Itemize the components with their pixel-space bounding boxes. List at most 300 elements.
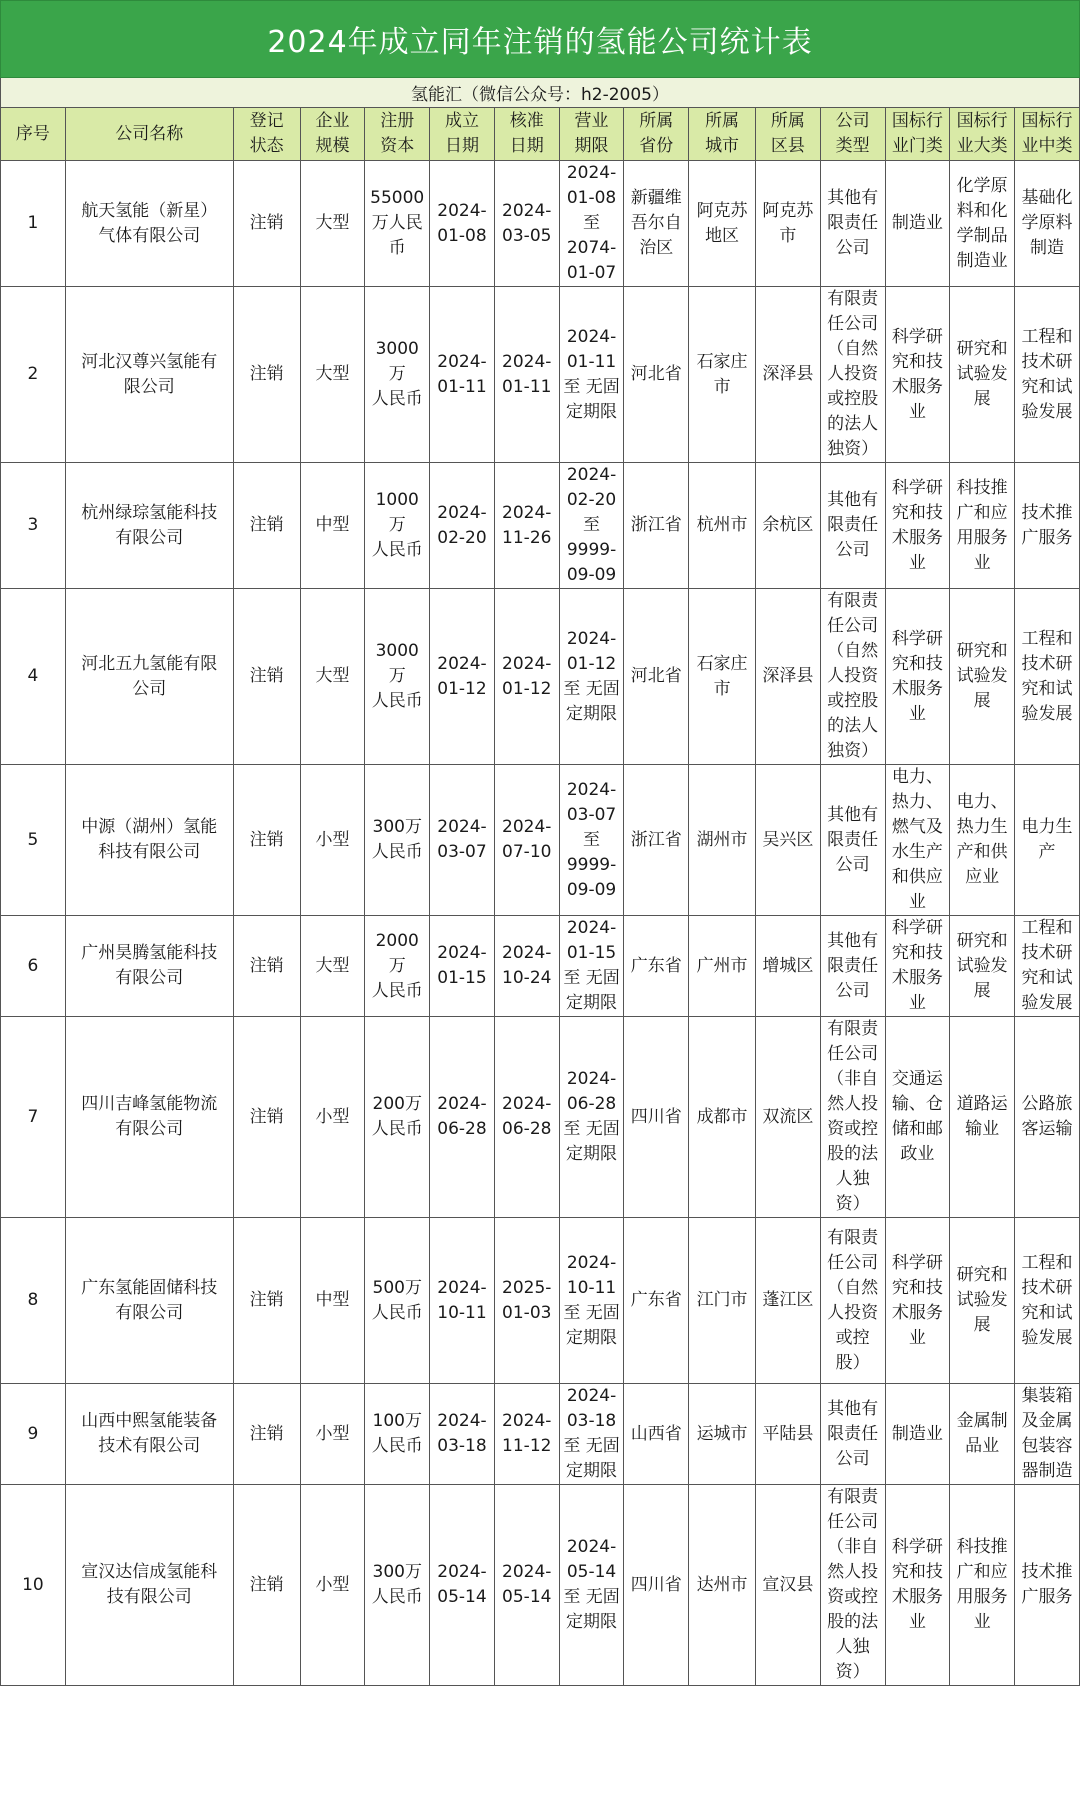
cell-line: 资或控 [827,1119,879,1139]
cell-line: 用服务 [956,1587,1008,1607]
cell-company-type [820,916,885,1017]
cell-line: 河北省 [630,364,682,384]
cell-company-name [65,916,233,1017]
cell-line: 输、仓 [891,1094,943,1114]
cell-industry-group [1015,161,1080,287]
cell-line: 业 [973,1612,991,1632]
cell-capital [365,765,430,916]
cell-line: 注销 [249,829,284,850]
cell-city [689,463,756,589]
cell-company-type [820,1384,885,1485]
table-row [1,161,1080,287]
cell-line: 究和试 [1021,376,1073,397]
cell-line: 100万 [372,1411,422,1431]
cell-line: 至 无固 [563,1302,620,1323]
cell-capital [365,1384,430,1485]
cell-line: 至 无固 [563,376,620,397]
cell-line: 四川吉峰氢能物流 [81,1094,218,1114]
cell-district [755,1384,820,1485]
cell-industry-group [1015,916,1080,1017]
cell-industry-division [950,765,1015,916]
cell-line: 300万 [372,1562,422,1582]
cell-line: 究和技 [891,502,943,523]
cell-line: 广服务 [1021,1587,1073,1607]
cell-line: 有限责 [827,1019,879,1039]
cell-line: 注销 [249,1106,284,1127]
cell-line: 注销 [249,213,284,233]
cell-district [755,1017,820,1218]
cell-line: 和供应 [891,867,943,887]
cell-province [624,765,689,916]
cell-line: 至 [583,213,601,233]
cell-line: 定期限 [566,1144,618,1164]
cell-line: 2024- [566,163,617,183]
cell-line: 制造业 [891,1423,943,1444]
cell-line: 规模 [315,136,350,156]
cell-line: 试验发 [956,364,1008,384]
cell-line: 10-24 [502,968,552,988]
cell-capital [365,1017,430,1218]
cell-line: 基础化 [1021,188,1073,208]
cell-industry-group [1015,589,1080,765]
cell-line: 2024- [566,1069,617,1089]
column-header-industry-section [885,108,950,161]
cell-scale [300,765,365,916]
cell-line: 研究和 [956,339,1008,359]
cell-line: 热力生 [956,817,1008,837]
cell-line: 广东省 [630,955,682,976]
cell-line: 公司 [132,678,167,699]
column-header-industry-division [950,108,1015,161]
cell-line: 任公司 [827,314,879,334]
cell-line: 中型 [315,1290,350,1310]
cell-line: 2024- [437,943,487,963]
cell-line: 至 [583,829,601,850]
cell-line: 3000万 [375,641,419,686]
cell-status [233,916,300,1017]
cell-company-name [65,1485,233,1686]
cell-line: 业 [908,1327,926,1348]
cell-line: 及金属 [1021,1411,1073,1431]
cell-line: 大型 [315,666,350,686]
cell-line: 2024- [502,351,552,372]
cell-line: 类型 [835,136,870,156]
cell-line: 科学研 [891,628,943,649]
cell-line: 吾尔自 [630,213,682,233]
cell-line: 人民币 [371,1587,423,1607]
cell-line: 公司名称 [115,123,184,144]
cell-line: 区县 [770,136,805,156]
cell-line: 所属 [770,111,805,131]
cell-line: 2024- [566,1537,617,1557]
cell-approved-date [494,1384,559,1485]
cell-approved-date [494,916,559,1017]
cell-line: 限责任 [827,1423,879,1444]
cell-company-name [65,287,233,463]
cell-line: 01-15 [566,943,617,963]
cell-industry-group [1015,1485,1080,1686]
cell-line: 2024- [502,200,552,221]
cell-district [755,161,820,287]
cell-line: 技术研 [1021,943,1073,963]
cell-line: 电力、 [891,767,943,787]
cell-line: 展 [973,1315,991,1335]
cell-line: 独资） [827,439,879,459]
cell-line: 期限 [574,136,609,156]
cell-line: 独资） [827,741,879,761]
cell-line: 研究和 [956,641,1008,661]
cell-line: 2024- [566,1386,617,1406]
cell-line: 湖州市 [696,829,748,850]
cell-line: 注销 [249,1423,284,1444]
cell-line: 其他有 [827,1398,879,1419]
cell-industry-division [950,1017,1015,1218]
cell-line: 股的法 [827,1612,879,1632]
table-row [1,463,1080,589]
cell-line: 航天氢能（新星） [81,200,218,221]
table-row [1,1384,1080,1485]
cell-scale [300,1218,365,1384]
cell-province [624,1485,689,1686]
cell-business-term [559,916,624,1017]
cell-line: 术服务 [891,678,943,699]
cell-line: 或控股 [827,389,879,409]
cell-line: 01-12 [437,678,487,699]
cell-line: 03-05 [502,225,552,246]
cell-line: （自然 [827,641,879,661]
cell-line: 05-14 [566,1562,617,1582]
cell-city [689,287,756,463]
cell-city [689,161,756,287]
cell-line: 国标行 [1021,111,1073,131]
column-header-approved-date [494,108,559,161]
cell-line: 1000万 [375,490,419,535]
cell-line: 人投资 [827,364,879,384]
cell-company-name [65,1017,233,1218]
cell-line: 限公司 [123,376,175,397]
cell-line: 2024- [502,653,552,674]
cell-line: 验发展 [1021,993,1073,1013]
cell-line: 注销 [249,515,284,535]
cell-line: 究和试 [1021,968,1073,988]
cell-district [755,287,820,463]
cell-line: 有限责 [827,289,879,309]
cell-line: 展 [973,980,991,1001]
cell-line: 人独 [835,1169,870,1189]
cell-founded-date [430,916,495,1017]
cell-line: 大型 [315,364,350,384]
cell-line: 石家庄 [696,653,748,674]
header-row [1,108,1080,161]
cell-line: 其他有 [827,930,879,951]
cell-line: 水生产 [891,842,943,862]
cell-line: 定期限 [566,703,618,724]
cell-company-type [820,765,885,916]
cell-city [689,765,756,916]
cell-line: 展 [973,389,991,409]
cell-line: 人民币 [371,389,423,409]
cell-founded-date [430,161,495,287]
cell-industry-section [885,589,950,765]
cell-line: 金属制 [956,1411,1008,1431]
cell-line: 02-20 [437,527,487,548]
cell-index [1,1218,66,1384]
cell-line: 2024- [437,502,487,523]
cell-company-type [820,1218,885,1384]
column-header-status [233,108,300,161]
cell-line: 至 无固 [563,1436,620,1456]
cell-line: 人民币 [371,691,423,711]
cell-line: 公司 [835,540,870,560]
cell-line: 至 [583,515,601,535]
cell-industry-division [950,287,1015,463]
cell-line: 技术研 [1021,1277,1073,1298]
cell-line: 然人投 [827,1562,879,1582]
cell-line: 01-03 [502,1302,552,1323]
cell-line: 输业 [965,1119,1000,1139]
cell-district [755,589,820,765]
cell-city [689,1218,756,1384]
cell-line: 大型 [315,213,350,233]
cell-province [624,287,689,463]
cell-line: 术服务 [891,527,943,548]
cell-line: 技术研 [1021,653,1073,674]
cell-business-term [559,1384,624,1485]
cell-line: 治区 [639,238,674,258]
cell-line: 究和试 [1021,678,1073,699]
cell-province [624,161,689,287]
cell-line: 试验发 [956,1290,1008,1310]
cell-index [1,463,66,589]
cell-line: 验发展 [1021,401,1073,422]
cell-industry-division [950,916,1015,1017]
cell-line: 或控 [835,1327,870,1348]
cell-line: 究和技 [891,653,943,674]
cell-line: 序号 [15,123,50,144]
table-row [1,1485,1080,1686]
cell-line: 国标行 [891,111,943,131]
cell-industry-group [1015,1017,1080,1218]
cell-status [233,287,300,463]
cell-line: 制造业 [956,250,1008,271]
column-header-district [755,108,820,161]
cell-line: 余杭区 [762,515,814,535]
cell-line: 山西中熙氢能装备 [81,1411,218,1431]
cell-company-type [820,1485,885,1686]
cell-line: 03-07 [437,842,487,862]
cell-line: 有限公司 [115,1119,184,1139]
cell-founded-date [430,1017,495,1218]
cell-business-term [559,1218,624,1384]
cell-approved-date [494,161,559,287]
cell-line: 2024- [437,1094,487,1114]
column-header-province [624,108,689,161]
cell-line: 4 [27,666,39,686]
cell-line: 2024- [502,1562,552,1582]
cell-line: 其他有 [827,490,879,510]
cell-line: 公司 [835,1448,870,1469]
cell-line: 09-09 [566,565,617,585]
cell-line: 术服务 [891,968,943,988]
cell-line: 日期 [509,136,544,156]
cell-line: 05-14 [502,1587,552,1607]
cell-scale [300,1485,365,1686]
cell-capital [365,287,430,463]
cell-capital [365,161,430,287]
cell-line: 人民币 [371,980,423,1001]
cell-line: 验发展 [1021,703,1073,724]
cell-index [1,161,66,287]
cell-line: 人独 [835,1637,870,1657]
cell-line: 浙江省 [630,829,682,850]
table-subtitle: 氢能汇（微信公众号：h2-2005） [411,85,669,105]
cell-line: 01-08 [566,188,617,208]
cell-business-term [559,161,624,287]
column-header-capital [365,108,430,161]
cell-industry-section [885,916,950,1017]
cell-industry-group [1015,765,1080,916]
cell-capital [365,1218,430,1384]
cell-line: 资本 [380,136,415,156]
cell-line: 人民币 [371,1436,423,1456]
cell-approved-date [494,1485,559,1686]
cell-line: 06-28 [566,1094,617,1114]
cell-line: 术服务 [891,376,943,397]
cell-line: 究和试 [1021,1302,1073,1323]
cell-line: 限责任 [827,955,879,976]
cell-line: 7 [27,1106,39,1127]
cell-line: 业大类 [956,136,1008,156]
cell-line: 6 [27,955,39,976]
cell-line: 市 [713,376,731,397]
cell-company-name [65,765,233,916]
cell-line: 人民币 [371,540,423,560]
column-header-company-type [820,108,885,161]
cell-scale [300,589,365,765]
cell-line: 03-18 [566,1411,617,1431]
cell-line: 宣汉县 [762,1574,814,1595]
cell-line: 有限公司 [115,968,184,988]
cell-line: 中型 [315,515,350,535]
cell-line: 料和化 [956,200,1008,221]
cell-line: 8 [27,1290,39,1310]
cell-index [1,1017,66,1218]
cell-line: 市 [779,225,797,246]
cell-line: （非自 [827,1537,879,1557]
cell-line: 究和技 [891,1562,943,1582]
cell-province [624,463,689,589]
cell-industry-section [885,287,950,463]
cell-line: 2024- [437,200,487,221]
cell-district [755,916,820,1017]
cell-line: 01-11 [437,376,487,397]
cell-industry-group [1015,1384,1080,1485]
cell-founded-date [430,1384,495,1485]
cell-line: 技术研 [1021,351,1073,372]
cell-line: 工程和 [1021,326,1073,347]
cell-index [1,287,66,463]
cell-line: 展 [973,691,991,711]
cell-line: 2074- [566,238,617,258]
cell-founded-date [430,463,495,589]
cell-line: 产和供 [956,842,1008,862]
cell-line: 股的法 [827,1144,879,1164]
cell-line: 吴兴区 [762,829,814,850]
cell-line: 核准 [509,111,544,131]
cell-industry-division [950,589,1015,765]
cell-line: 02-20 [566,490,617,510]
cell-company-name [65,1218,233,1384]
cell-line: 营业 [574,111,609,131]
cell-industry-group [1015,287,1080,463]
cell-industry-division [950,463,1015,589]
cell-line: 10-11 [437,1302,487,1323]
cell-line: （自然 [827,339,879,359]
cell-line: 03-18 [437,1436,487,1456]
cell-approved-date [494,463,559,589]
cell-line: 9 [27,1423,39,1444]
cell-line: 注销 [249,955,284,976]
cell-line: 业中类 [1021,136,1073,156]
cell-company-type [820,463,885,589]
cell-line: 科学研 [891,326,943,347]
cell-line: 2024- [502,943,552,963]
cell-line: 2024- [502,1094,552,1114]
cell-line: 小型 [315,829,350,850]
column-header-company-name [65,108,233,161]
table-row [1,765,1080,916]
cell-approved-date [494,589,559,765]
cell-line: 储和邮 [891,1119,943,1139]
cell-status [233,1384,300,1485]
cell-industry-section [885,1017,950,1218]
cell-city [689,1017,756,1218]
cell-line: 人投资 [827,666,879,686]
cell-line: 制造业 [891,213,943,233]
cell-line: 学原料 [1021,213,1073,233]
cell-line: 的法人 [827,716,879,736]
cell-line: 日期 [444,136,479,156]
table-row [1,1017,1080,1218]
cell-line: 07-10 [502,842,552,862]
cell-line: 所属 [705,111,740,131]
cell-line: 2024- [502,817,552,837]
cell-industry-section [885,1384,950,1485]
subtitle-banner [0,78,1080,107]
cell-line: 省份 [639,136,674,156]
cell-line: 任公司 [827,1512,879,1532]
cell-line: 工程和 [1021,628,1073,649]
cell-line: 9999- [566,540,617,560]
cell-industry-section [885,161,950,287]
cell-line: 01-07 [566,263,617,283]
cell-line: 1 [27,213,39,233]
cell-line: 电力生 [1021,817,1073,837]
cell-line: 业门类 [891,136,943,156]
cell-city [689,589,756,765]
cell-line: 注销 [249,666,284,686]
cell-line: 广东氢能固储科技 [81,1277,218,1298]
cell-line: 道路运 [956,1094,1008,1114]
cell-line: 然人投 [827,1094,879,1114]
cell-line: 广州市 [696,955,748,976]
cell-district [755,765,820,916]
cell-line: 科技有限公司 [98,842,201,862]
cell-line: 包装容 [1021,1436,1073,1456]
table-row [1,589,1080,765]
table-row [1,287,1080,463]
cell-line: 限责任 [827,213,879,233]
